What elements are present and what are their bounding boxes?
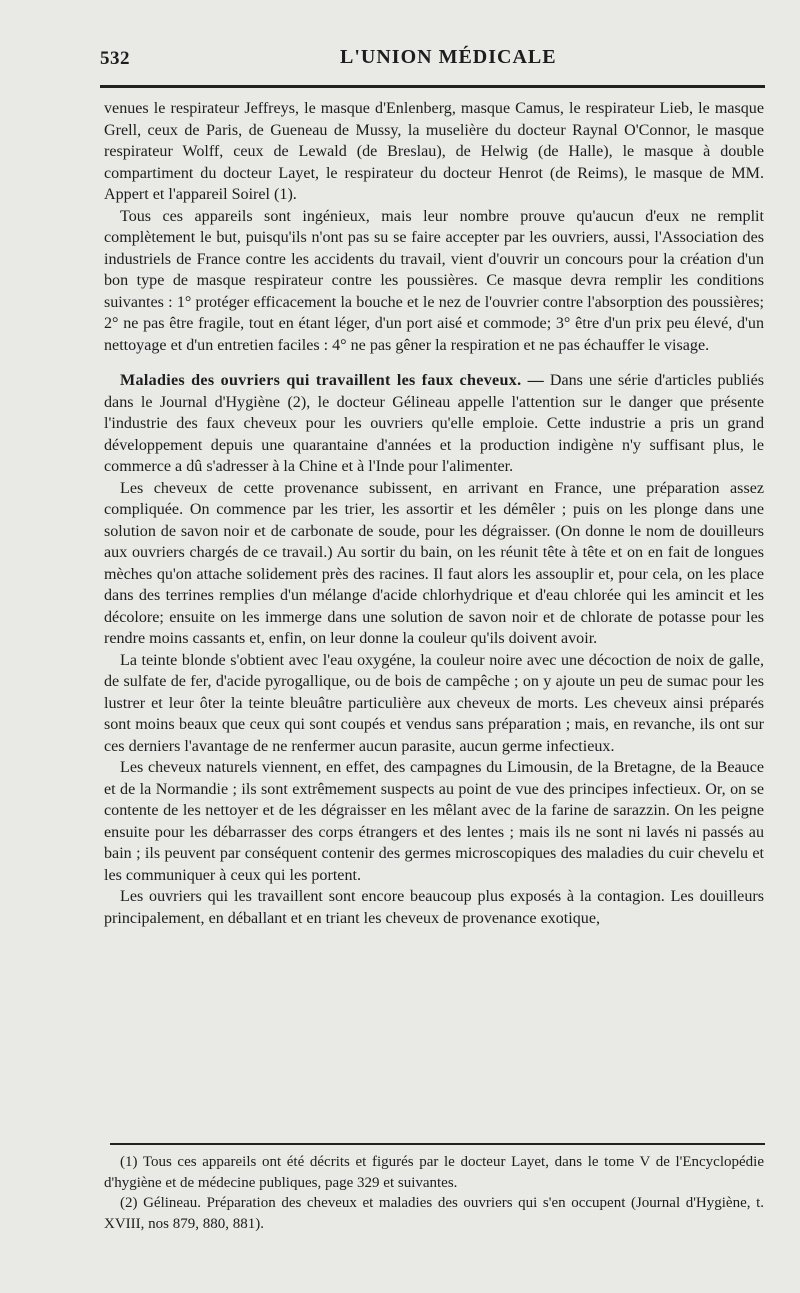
paragraph-cheveux-naturels: Les cheveux naturels viennent, en effet, des campagnes du Limousin, de la Bretagne, de la Beauce et de la Normandie ; ils sont extrêmement suspects au point de vue des principes infectieux. Or, on se contente de les nettoyer et de les dégraisser en les mêlant avec de la farine de sarazzin. On les peigne ensuite pour les débarrasser des corps étrangers et des lentes ; mais ils ne sont ni lavés ni passés au bain ; ils peuvent par conséquent contenir des germes microscopiques des maladies du cuir chevelu et les communiquer à ceux qui les portent. (104, 759, 764, 884)
paragraph-preparation: Les cheveux de cette provenance subissent, en arrivant en France, une préparation assez compliquée. On commence par les trier, les assortir et les démêler ; puis on les plonge dans une solution de savon noir et de carbonate de soude, pour les dégraisser. (On donne le nom de douilleurs aux ouvriers chargés de ce travail.) Au sortir du bain, on les réunit tête à tête et on en fait de longues mèches qu'on attache solidement près des racines. Il faut alors les assouplir et, pour cela, on les place dans des terrines remplies d'un mélange d'acide chlorhydrique et d'eau chlorée qui les amincit et les décolore; ensuite on les immerge dans une solution de savon noir et de chlorate de potasse pour les rendre moins cassants et, enfin, on leur donne la couleur qu'ils doivent avoir. (104, 479, 764, 647)
footnotes (104, 1152, 764, 1234)
page-number: 532 (100, 48, 130, 69)
section-heading: Maladies des ouvriers qui travaillent les faux cheveux. — (120, 372, 544, 389)
paragraph-faux-cheveux (104, 370, 764, 478)
paragraph-appareils: Tous ces appareils sont ingénieux, mais leur nombre prouve qu'aucun d'eux ne remplit complètement le but, puisqu'ils n'ont pas su se faire accepter par les ouvriers, aussi, l'Association des industriels de France contre les accidents du travail, vient d'ouvrir un concours pour la création d'un bon type de masque respirateur contre les poussières. Ce masque devra remplir les conditions suivantes : 1° protéger efficacement la bouche et le nez de l'ouvrier contre l'absorption des poussières; 2° ne pas être fragile, tout en étant léger, d'un port aisé et commode; 3° être d'un prix peu élevé, d'un nettoyage et d'un entretien faciles : 4° ne pas gêner la respiration et ne pas échauffer le visage. (104, 207, 764, 354)
paragraph-respirators: venues le respirateur Jeffreys, le masque d'Enlenberg, masque Camus, le respirateur Lieb, le masque Grell, ceux de Paris, de Gueneau de Mussy, la muselière du docteur Raynal O'Connor, le masque respirateur Wolff, ceux de Lewald (de Breslau), de Helwig (de Halle), le masque à double compartiment du docteur Layet, le respirateur du docteur Henrot (de Reims), le masque de MM. Appert et l'appareil Soirel (1). (104, 100, 764, 203)
paragraph-teinte: La teinte blonde s'obtient avec l'eau oxygéne, la couleur noire avec une décoction de noix de galle, de sulfate de fer, d'acide pyrogallique, ou de bois de campêche ; on y ajoute un peu de sumac pour les lustrer et leur ôter la teinte bleuâtre particulière aux cheveux de morts. Les cheveux ainsi préparés sont moins beaux que ceux qui sont coupés et vendus sans préparation ; mais, en revanche, ils ont sur ces derniers l'avantage de ne renfermer aucun parasite, aucun germe infectieux. (104, 651, 764, 755)
paragraph-ouvriers: Les ouvriers qui les travaillent sont encore beaucoup plus exposés à la contagion. Les douilleurs principalement, en déballant et en triant les cheveux de provenance exotique, (104, 888, 764, 927)
footnote-rule (110, 1143, 765, 1145)
running-title: L'UNION MÉDICALE (340, 46, 557, 68)
footnote-2: (2) Gélineau. Préparation des cheveux et maladies des ouvriers qui s'en occupent (Journal d'Hygiène, t. XVIII, nos 879, 880, 881). (104, 1195, 764, 1232)
page-header (100, 44, 770, 84)
header-rule (100, 85, 765, 88)
body-text (104, 98, 764, 929)
section-intro-text: Dans une série d'articles publiés dans le Journal d'Hygiène (2), le docteur Gélineau appelle l'attention sur le danger que présente l'industrie des faux cheveux pour les ouvriers qu'elle emploie. Cette industrie a pris un grand développement depuis une quarantaine d'années et la production indigène n'y suffisant plus, le commerce a dû s'adresser à la Chine et à l'Inde pour l'alimenter. (104, 372, 764, 475)
footnote-1: (1) Tous ces appareils ont été décrits et figurés par le docteur Layet, dans le tome V de l'Encyclopédie d'hygiène et de médecine publiques, page 329 et suivantes. (104, 1154, 764, 1191)
